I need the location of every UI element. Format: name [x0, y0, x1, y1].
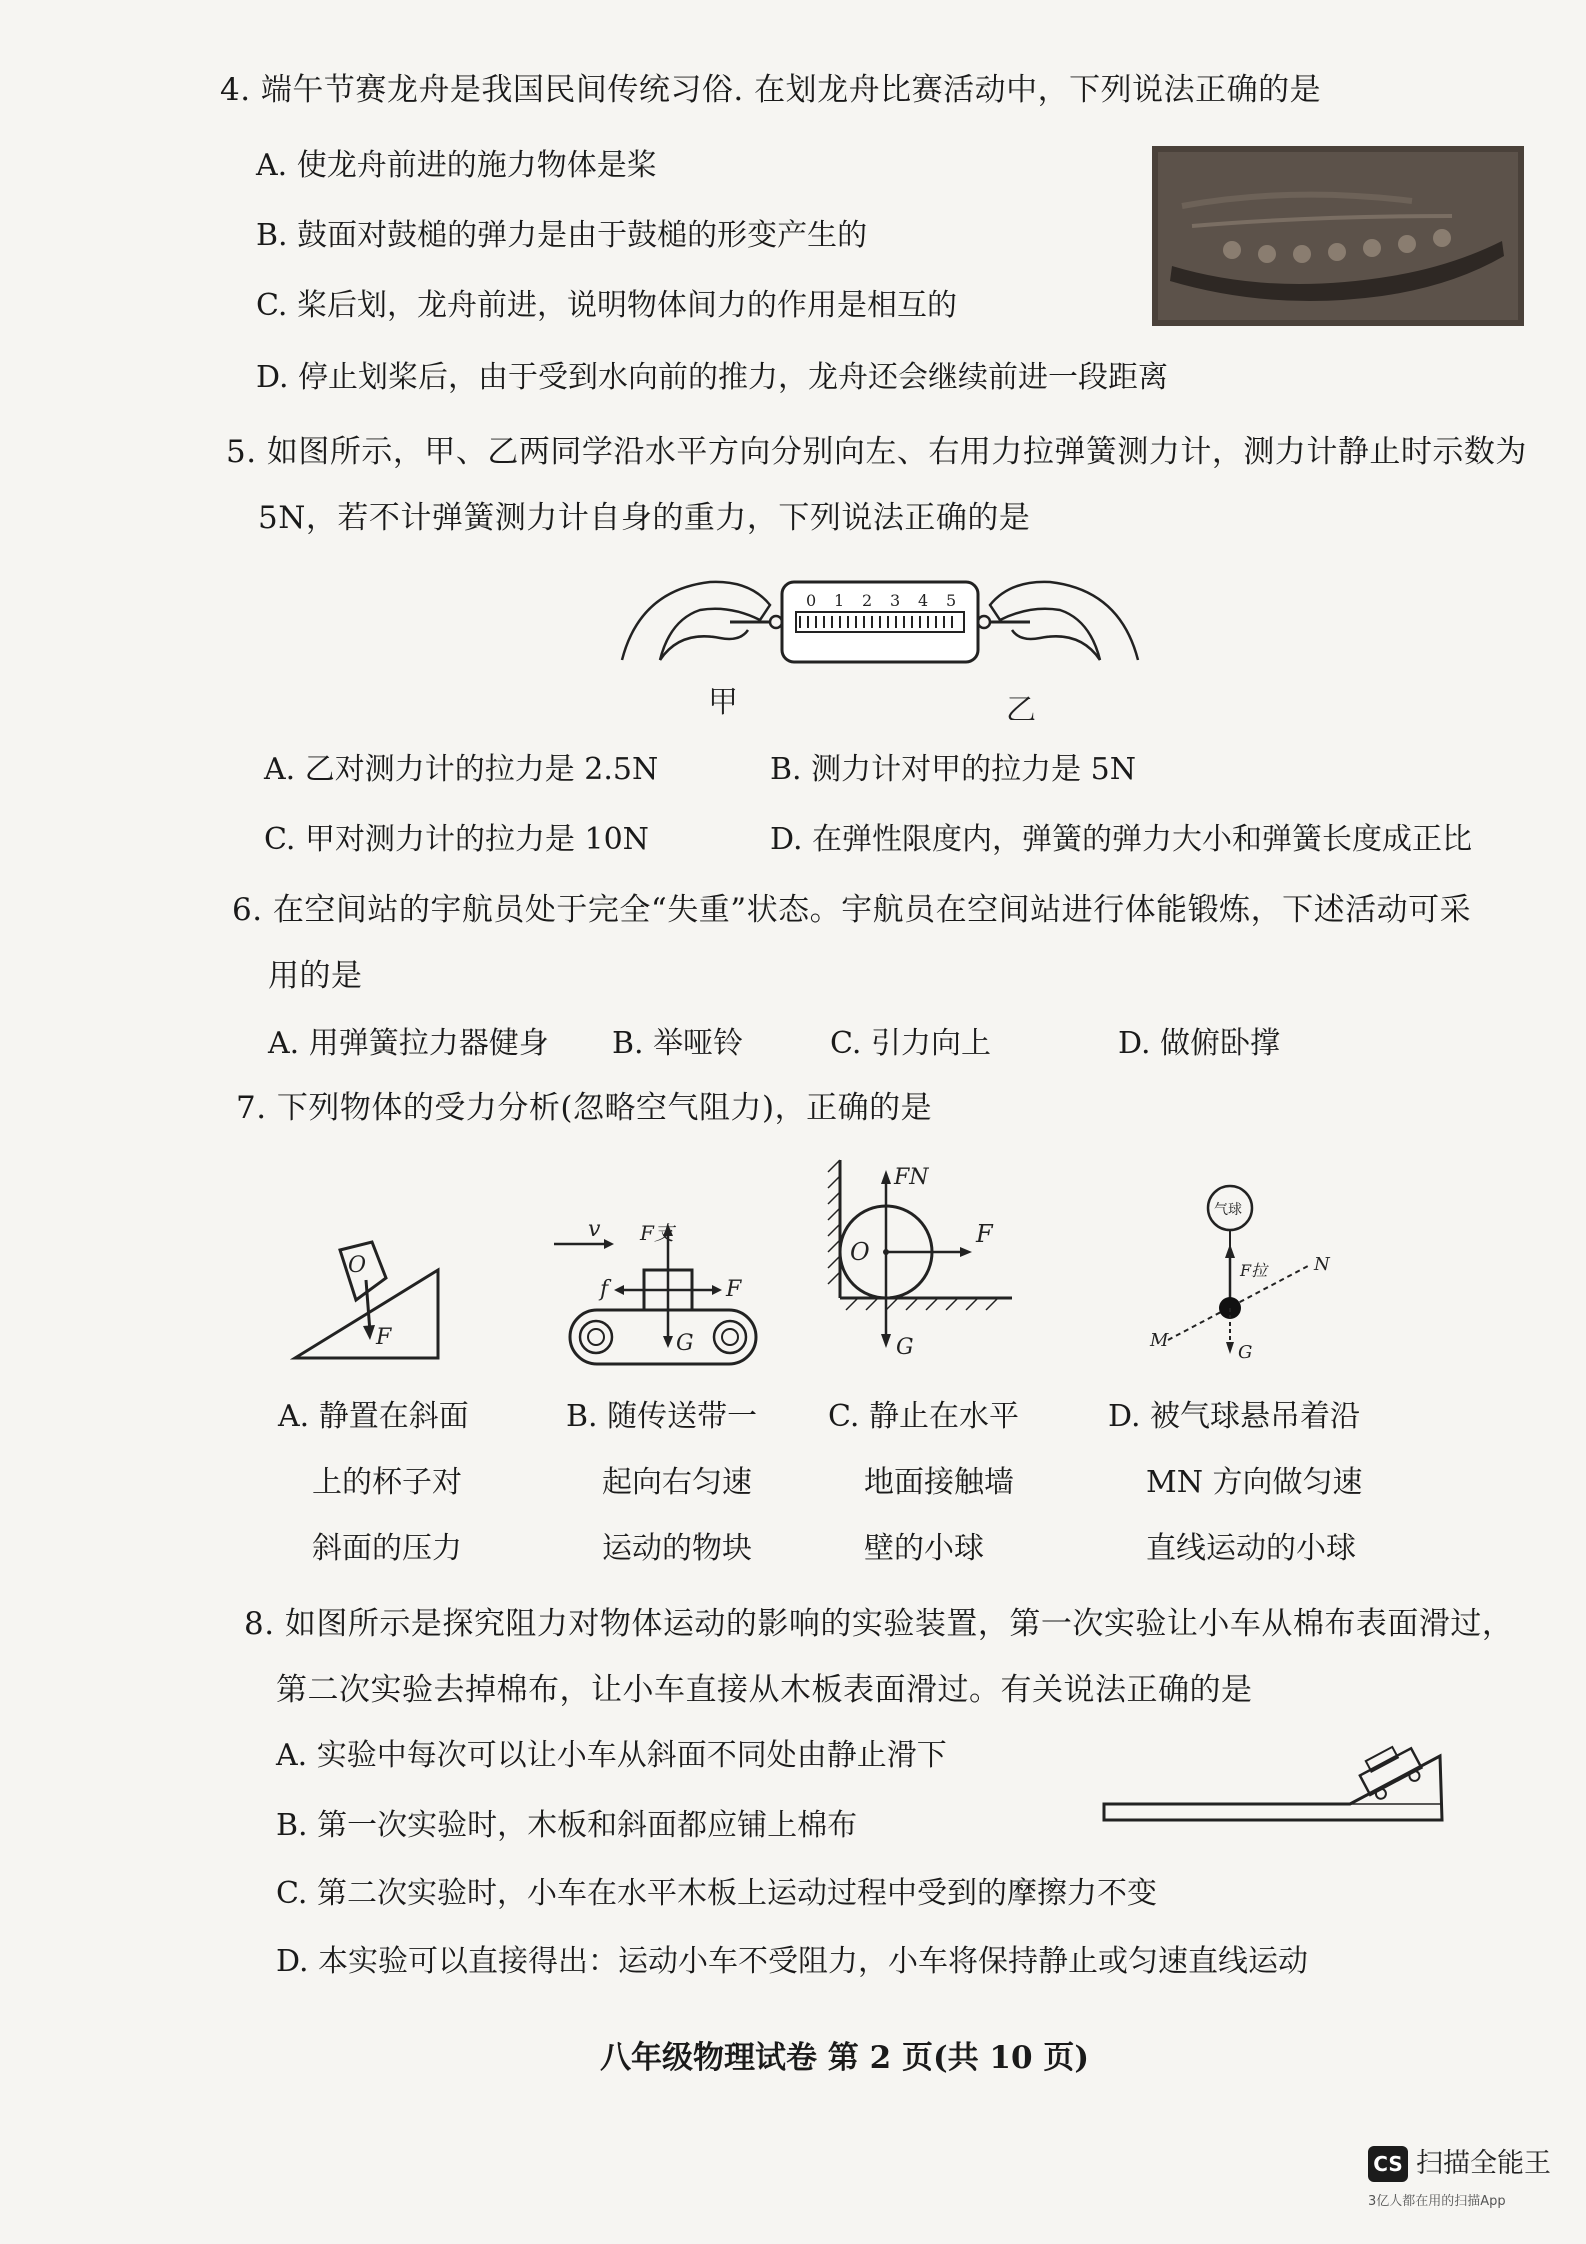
q7-figure-b — [548, 1210, 778, 1370]
scale-mark-2: 2 — [862, 591, 873, 610]
q7-caption-a-line2: 上的杯子对 — [312, 1465, 462, 1500]
q7-caption-d-line3: 直线运动的小球 — [1146, 1531, 1356, 1566]
scanner-watermark — [1368, 2146, 1551, 2226]
q8-option-d: D. 本实验可以直接得出：运动小车不受阻力，小车将保持静止或匀速直线运动 — [276, 1944, 1309, 1979]
page-footer: 八年级物理试卷 第 2 页(共 10 页) — [600, 2040, 1090, 2076]
q7-caption-c-line1: C. 静止在水平 — [828, 1399, 1019, 1434]
fig-b-label-g: G — [676, 1331, 694, 1356]
q8-stem-line2: 第二次实验去掉棉布，让小车直接从木板表面滑过。有关说法正确的是 — [276, 1672, 1253, 1708]
fig-c-label-g: G — [896, 1335, 914, 1360]
fig-d-label-m: M — [1150, 1330, 1169, 1351]
q5-option-c: C. 甲对测力计的拉力是 10N — [264, 822, 649, 857]
fig-b-label-fzhi: F支 — [640, 1221, 674, 1245]
scale-mark-3: 3 — [890, 591, 901, 610]
q8-ramp-figure — [1100, 1738, 1446, 1834]
scale-mark-4: 4 — [918, 591, 929, 610]
q4-option-d: D. 停止划桨后，由于受到水向前的推力，龙舟还会继续前进一段距离 — [256, 360, 1169, 395]
spring-scale-figure — [620, 560, 1140, 720]
q4-option-c: C. 桨后划，龙舟前进，说明物体间力的作用是相互的 — [256, 288, 957, 323]
q7-figure-d — [1148, 1180, 1348, 1365]
q8-stem-line1: 8. 如图所示是探究阻力对物体运动的影响的实验装置，第一次实验让小车从棉布表面滑过， — [244, 1606, 1514, 1642]
q7-figure-a — [290, 1220, 450, 1365]
q5-stem-line2: 5N，若不计弹簧测力计自身的重力，下列说法正确的是 — [258, 500, 1031, 536]
q5-option-d: D. 在弹性限度内，弹簧的弹力大小和弹簧长度成正比 — [770, 822, 1473, 857]
scanner-tagline: 3亿人都在用的扫描App — [1368, 2194, 1506, 2209]
dragon-boat-photo — [1152, 146, 1524, 326]
scale-mark-0: 0 — [806, 591, 817, 610]
fig-b-label-v: v — [588, 1217, 601, 1242]
q7-caption-d — [1108, 1384, 1363, 1582]
fig-a-label-f: F — [376, 1325, 392, 1350]
fig-d-label-g: G — [1238, 1342, 1253, 1363]
q8-option-a: A. 实验中每次可以让小车从斜面不同处由静止滑下 — [276, 1738, 947, 1773]
q5-stem-line1: 5. 如图所示，甲、乙两同学沿水平方向分别向左、右用力拉弹簧测力计，测力计静止时示数为 — [226, 434, 1527, 470]
q7-caption-b-line2: 起向右匀速 — [602, 1465, 752, 1500]
fig-b-label-f: F — [726, 1277, 742, 1302]
q7-caption-a — [278, 1384, 469, 1582]
q7-caption-a-line3: 斜面的压力 — [312, 1531, 462, 1566]
q7-caption-b-line1: B. 随传送带一 — [566, 1399, 758, 1434]
fig-d-label-balloon: 气球 — [1214, 1202, 1242, 1218]
q5-option-b: B. 测力计对甲的拉力是 5N — [770, 752, 1136, 787]
q6-option-c: C. 引力向上 — [830, 1026, 991, 1061]
q7-caption-a-line1: A. 静置在斜面 — [278, 1399, 469, 1434]
q6-option-a: A. 用弹簧拉力器健身 — [268, 1026, 549, 1061]
scale-mark-1: 1 — [834, 591, 845, 610]
q7-caption-d-line1: D. 被气球悬吊着沿 — [1108, 1399, 1361, 1434]
q7-caption-b-line3: 运动的物块 — [602, 1531, 752, 1566]
q7-caption-c — [828, 1384, 1019, 1582]
q4-option-b: B. 鼓面对鼓槌的弹力是由于鼓槌的形变产生的 — [256, 218, 868, 253]
q7-caption-c-line2: 地面接触墙 — [864, 1465, 1014, 1500]
q6-option-d: D. 做俯卧撑 — [1118, 1026, 1281, 1061]
fig-d-label-fla: F拉 — [1240, 1261, 1268, 1280]
fig-a-label-o: O — [348, 1253, 367, 1278]
fig-d-label-n: N — [1314, 1254, 1330, 1275]
q7-caption-b — [566, 1384, 757, 1582]
fig-c-label-f: F — [976, 1220, 993, 1248]
scale-mark-5: 5 — [946, 591, 957, 610]
q6-stem-line2: 用的是 — [268, 958, 363, 994]
q8-option-b: B. 第一次实验时，木板和斜面都应铺上棉布 — [276, 1808, 858, 1843]
fig-c-label-o: O — [850, 1238, 870, 1266]
scanner-name: 扫描全能王 — [1416, 2148, 1551, 2179]
q6-option-b: B. 举哑铃 — [612, 1026, 744, 1061]
q7-stem: 7. 下列物体的受力分析(忽略空气阻力)，正确的是 — [236, 1090, 933, 1126]
q7-figure-c — [826, 1158, 1026, 1363]
scanner-logo: CS — [1368, 2146, 1408, 2182]
q7-caption-d-line2: MN 方向做匀速 — [1146, 1465, 1363, 1500]
label-jia: 甲 — [708, 685, 738, 720]
fig-c-label-fn: FN — [894, 1165, 929, 1190]
fig-b-label-friction: f — [600, 1277, 609, 1302]
q4-stem: 4. 端午节赛龙舟是我国民间传统习俗. 在划龙舟比赛活动中，下列说法正确的是 — [220, 72, 1322, 108]
q8-option-c: C. 第二次实验时，小车在水平木板上运动过程中受到的摩擦力不变 — [276, 1876, 1157, 1911]
q7-caption-c-line3: 壁的小球 — [864, 1531, 984, 1566]
label-yi: 乙 — [1006, 693, 1036, 720]
q6-stem-line1: 6. 在空间站的宇航员处于完全“失重”状态。宇航员在空间站进行体能锻炼，下述活动可采 — [232, 892, 1472, 928]
q4-option-a: A. 使龙舟前进的施力物体是桨 — [256, 148, 657, 183]
q5-option-a: A. 乙对测力计的拉力是 2.5N — [264, 752, 659, 787]
